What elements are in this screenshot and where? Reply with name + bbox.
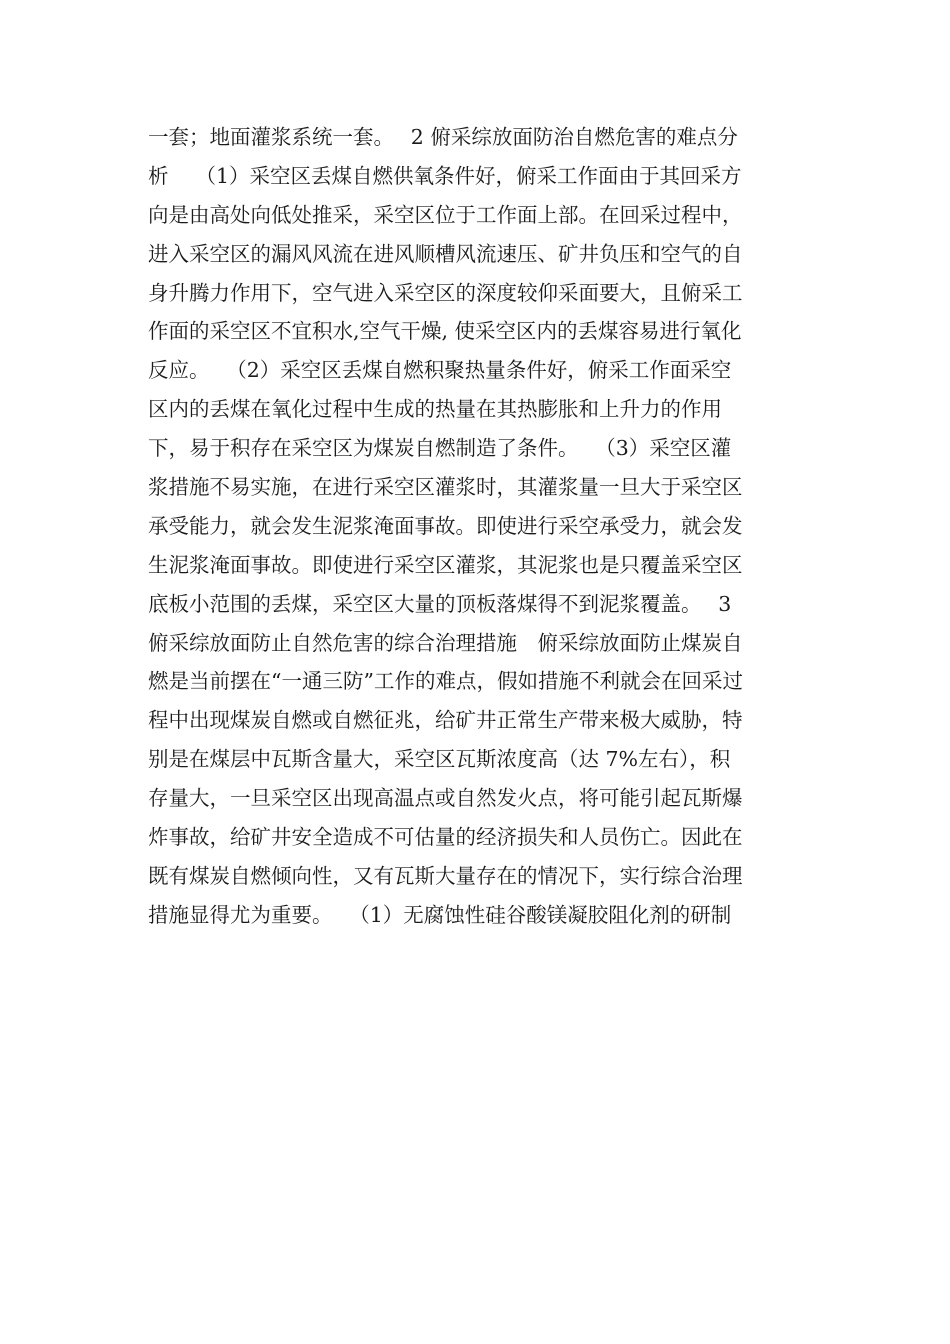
text-line: 反应。 （2）采空区丢煤自燃积聚热量条件好，俯采工作面采空	[148, 358, 732, 383]
text-line: 存量大，一旦采空区出现高温点或自然发火点，将可能引起瓦斯爆	[148, 786, 743, 811]
text-line: 承受能力，就会发生泥浆淹面事故。即使进行采空承受力，就会发	[148, 513, 743, 538]
text-line: 析 （1）采空区丢煤自燃供氧条件好，俯采工作面由于其回采方	[148, 163, 742, 188]
text-line: 进入采空区的漏风风流在进风顺槽风流速压、矿井负压和空气的自	[148, 241, 743, 266]
text-line: 一套；地面灌浆系统一套。 2 俯采综放面防治自燃危害的难点分	[148, 125, 738, 149]
text-line: 区内的丢煤在氧化过程中生成的热量在其热膨胀和上升力的作用	[148, 397, 722, 422]
text-line: 向是由高处向低处推采，采空区位于工作面上部。在回采过程中，	[148, 202, 743, 227]
text-line: 下，易于积存在采空区为煤炭自燃制造了条件。 （3）采空区灌	[148, 436, 732, 461]
text-line: 燃是当前摆在“一通三防”工作的难点，假如措施不利就会在回采过	[148, 669, 743, 694]
text-line: 别是在煤层中瓦斯含量大，采空区瓦斯浓度高（达 7%左右），积	[148, 747, 731, 772]
text-line: 身升腾力作用下，空气进入采空区的深度较仰采面要大，且俯采工	[148, 280, 743, 305]
text-line: 浆措施不易实施，在进行采空区灌浆时，其灌浆量一旦大于采空区	[148, 475, 743, 500]
text-line: 底板小范围的丢煤，采空区大量的顶板落煤得不到泥浆覆盖。 3	[148, 591, 732, 616]
text-line: 炸事故，给矿井安全造成不可估量的经济损失和人员伤亡。因此在	[148, 825, 743, 850]
text-line: 俯采综放面防止自然危害的综合治理措施 俯采综放面防止煤炭自	[148, 630, 743, 655]
text-line: 作面的采空区不宜积水,空气干燥, 使采空区内的丢煤容易进行氧化	[148, 319, 742, 344]
text-line: 措施显得尤为重要。 （1）无腐蚀性硅谷酸镁凝胶阻化剂的研制	[148, 902, 732, 927]
text-line: 生泥浆淹面事故。即使进行采空区灌浆，其泥浆也是只覆盖采空区	[148, 552, 743, 577]
text-line: 程中出现煤炭自燃或自燃征兆，给矿井正常生产带来极大威胁，特	[148, 708, 743, 733]
body-text	[148, 118, 808, 935]
text-line: 既有煤炭自燃倾向性，又有瓦斯大量存在的情况下，实行综合治理	[148, 863, 743, 888]
